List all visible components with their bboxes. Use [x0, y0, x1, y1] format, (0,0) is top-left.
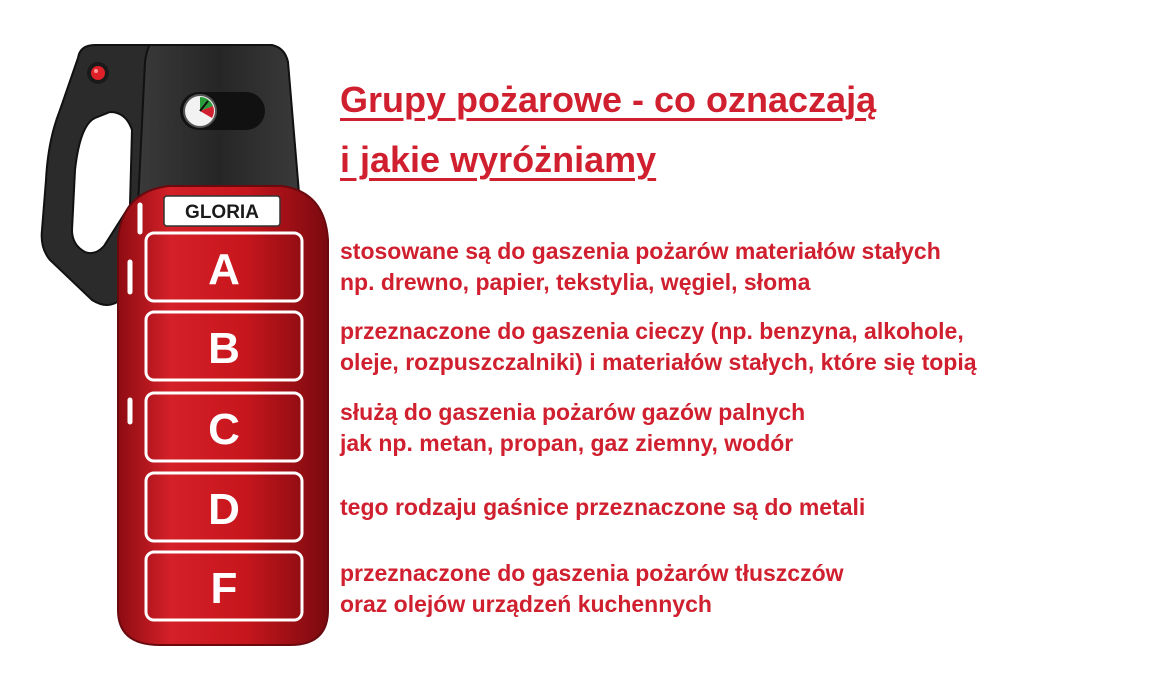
description-line: jak np. metan, propan, gaz ziemny, wodór: [340, 430, 794, 456]
description-line: np. drewno, papier, tekstylia, węgiel, słoma: [340, 269, 811, 295]
page-title-line-2: i jakie wyróżniamy: [340, 139, 657, 180]
description-class-b: [340, 316, 977, 378]
fire-class-letter-f: F: [210, 564, 238, 613]
fire-class-letter-b: B: [208, 324, 240, 373]
pressure-gauge: [180, 92, 265, 130]
description-line: przeznaczone do gaszenia cieczy (np. benzyna, alkohole,: [340, 318, 964, 344]
description-line: przeznaczone do gaszenia pożarów tłuszczów: [340, 560, 844, 586]
description-line: tego rodzaju gaśnice przeznaczone są do metali: [340, 494, 866, 520]
fire-class-letter-d: D: [208, 485, 240, 534]
brand-name: GLORIA: [185, 202, 259, 223]
description-line: stosowane są do gaszenia pożarów materiałów stałych: [340, 238, 941, 264]
description-line: oraz olejów urządzeń kuchennych: [340, 591, 712, 617]
description-line: służą do gaszenia pożarów gazów palnych: [340, 399, 806, 425]
description-class-c: [340, 397, 805, 459]
brand-label: [164, 196, 280, 226]
description-class-f: [340, 558, 844, 620]
page-title-line-1: Grupy pożarowe - co oznaczają: [340, 79, 877, 120]
description-class-a: [340, 236, 941, 298]
description-class-d: [340, 492, 865, 523]
indicator-lamp: [87, 62, 109, 84]
fire-class-letter-a: A: [208, 245, 240, 294]
fire-class-letter-c: C: [208, 405, 240, 454]
description-line: oleje, rozpuszczalniki) i materiałów stałych, które się topią: [340, 349, 977, 375]
